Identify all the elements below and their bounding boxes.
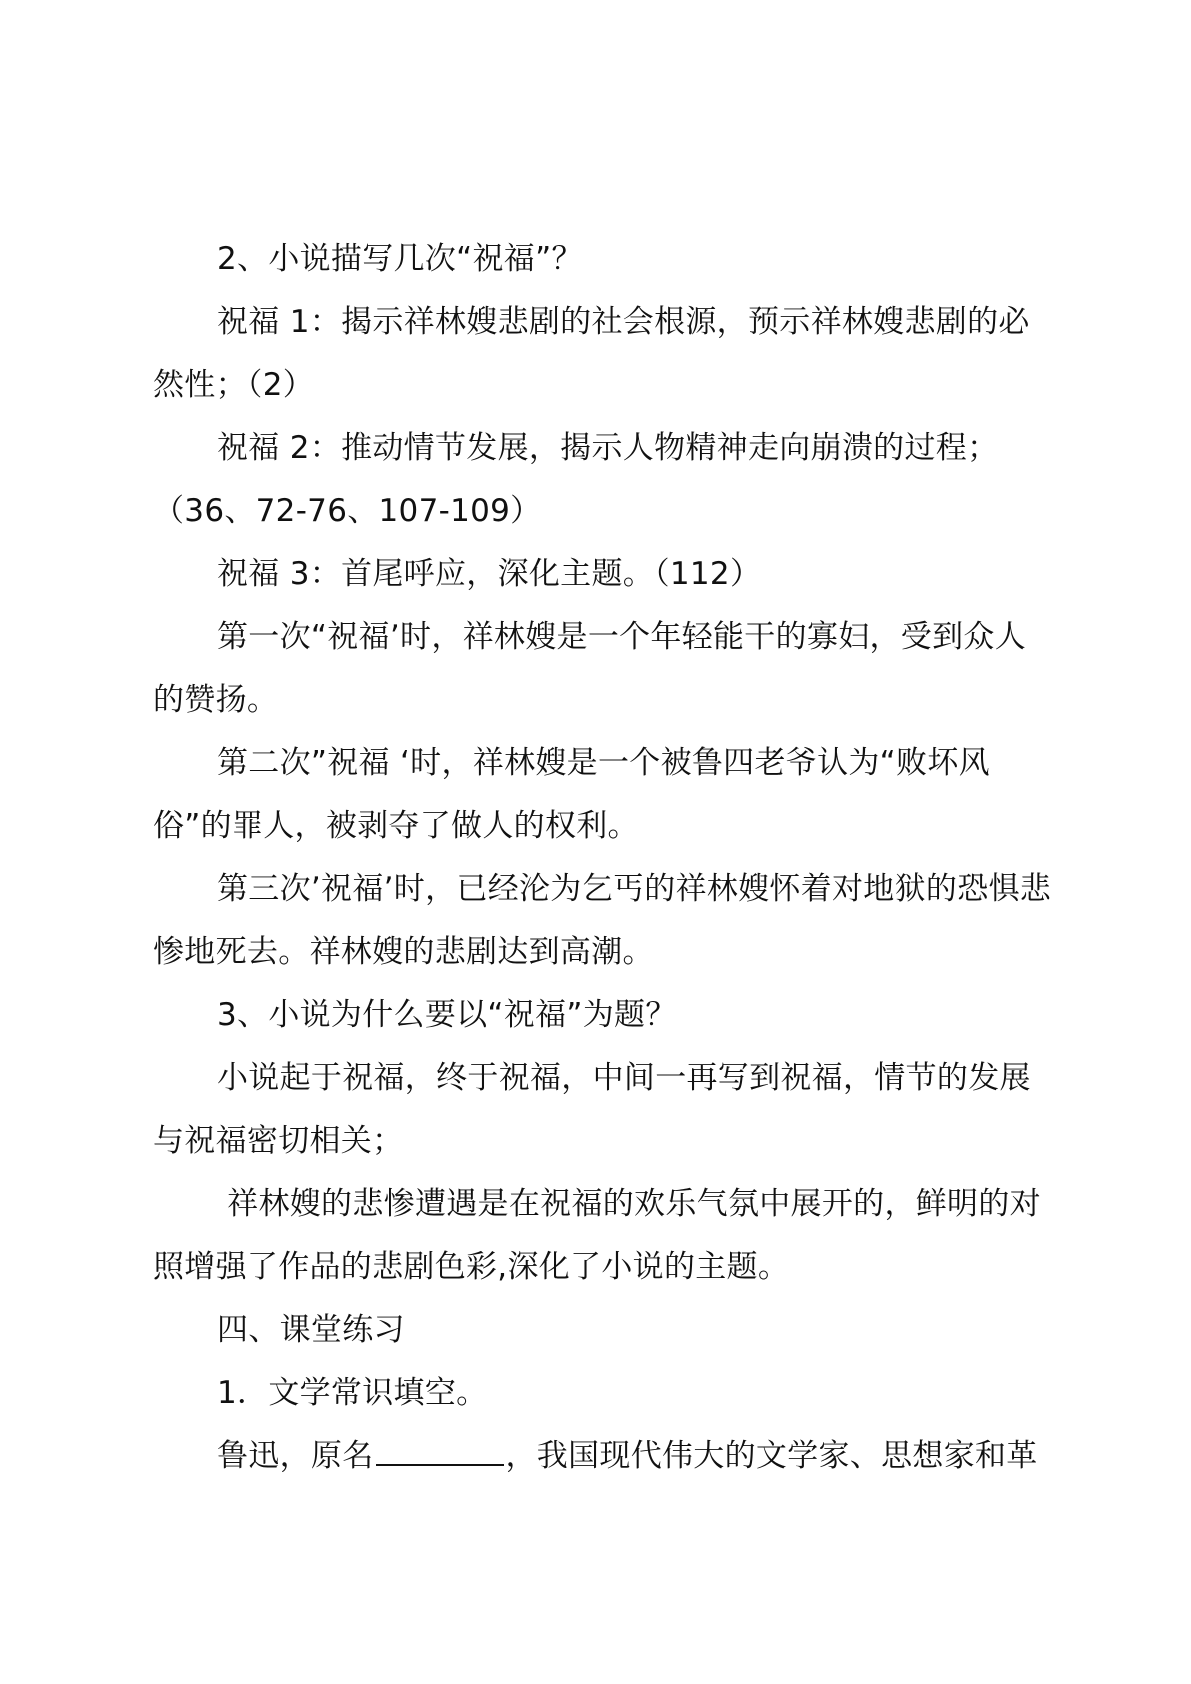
second-blessing-paragraph: 第二次”祝福 ‘时，祥林嫂是一个被鲁四老爷认为“败坏风俗”的罪人，被剥夺了做人的权利。 [153, 745, 990, 844]
title-reason-paragraph-2: 祥林嫂的悲惨遭遇是在祝福的欢乐气氛中展开的，鲜明的对照增强了作品的悲剧色彩,深化了小说的主题。 [153, 1186, 1041, 1285]
document-body [153, 228, 1053, 1488]
fill-in-prefix: 鲁迅，原名 [217, 1438, 374, 1474]
question-heading-2: 2、小说描写几次“祝福”？ [217, 241, 583, 277]
fill-in-blank-line [153, 1425, 1053, 1488]
answer-blessing-3: 祝福 3：首尾呼应，深化主题。（112） [217, 556, 762, 592]
answer-blank [376, 1463, 504, 1466]
answer-blessing-2: 祝福 2：推动情节发展，揭示人物精神走向崩溃的过程；（36、72-76、107-109） [153, 430, 999, 529]
first-blessing-paragraph: 第一次“祝福’时，祥林嫂是一个年轻能干的寡妇，受到众人的赞扬。 [153, 619, 1027, 718]
title-reason-paragraph-1: 小说起于祝福，终于祝福，中间一再写到祝福，情节的发展与祝福密切相关； [153, 1060, 1031, 1159]
section-heading-exercise: 四、课堂练习 [217, 1312, 405, 1348]
fill-in-suffix: ，我国现代伟大的文学家、思想家和革 [505, 1438, 1038, 1474]
exercise-item-1: 1．文学常识填空。 [217, 1375, 488, 1411]
question-heading-3: 3、小说为什么要以“祝福”为题？ [217, 997, 677, 1033]
third-blessing-paragraph: 第三次’祝福’时，已经沦为乞丐的祥林嫂怀着对地狱的恐惧悲惨地死去。祥林嫂的悲剧达到高潮。 [153, 871, 1052, 970]
answer-blessing-1: 祝福 1：揭示祥林嫂悲剧的社会根源，预示祥林嫂悲剧的必然性；（2） [153, 304, 1030, 403]
